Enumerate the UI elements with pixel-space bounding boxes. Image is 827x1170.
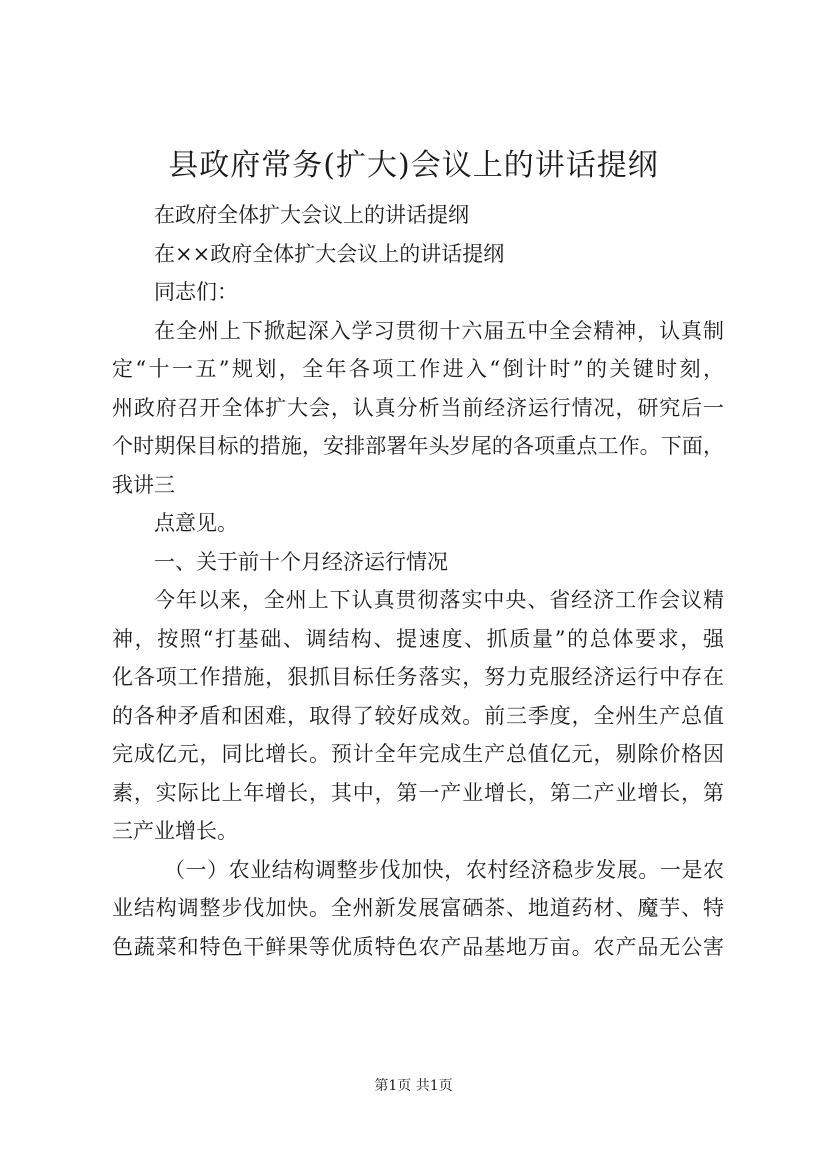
paragraph-line: 今年以来，全州上下认真贯彻落实中央、省经济工作会议精 <box>154 588 724 612</box>
salutation: 同志们： <box>154 280 238 304</box>
paragraph-line: 个时期保目标的措施，安排部署年头岁尾的各项重点工作。下面， <box>112 434 724 458</box>
paragraph-line: 的各种矛盾和困难，取得了较好成效。前三季度，全州生产总值 <box>112 703 724 728</box>
paragraph-line: 定“十一五”规划，全年各项工作进入“倒计时”的关键时刻， <box>112 357 724 381</box>
paragraph-line: 素，实际比上年增长，其中，第一产业增长，第二产业增长，第 <box>112 780 724 805</box>
heading-line: 在××政府全体扩大会议上的讲话提纲 <box>154 241 505 266</box>
paragraph-line: 神，按照“打基础、调结构、提速度、抓质量”的总体要求，强 <box>112 626 724 651</box>
heading-line: 在政府全体扩大会议上的讲话提纲 <box>154 203 469 227</box>
paragraph-line: 点意见。 <box>154 511 238 535</box>
section-heading: 一、关于前十个月经济运行情况 <box>154 549 448 574</box>
paragraph-line: 三产业增长。 <box>112 819 238 843</box>
document-title: 县政府常务(扩大)会议上的讲话提纲 <box>168 148 659 183</box>
paragraph-line: 化各项工作措施，狠抓目标任务落实，努力克服经济运行中存在 <box>112 665 724 689</box>
paragraph-line: 业结构调整步伐加快。全州新发展富硒茶、地道药材、魔芋、特 <box>112 896 724 920</box>
document-body <box>112 196 724 966</box>
paragraph-line: 在全州上下掀起深入学习贯彻十六届五中全会精神，认真制 <box>154 318 724 343</box>
paragraph-line: 我讲三 <box>112 472 175 497</box>
paragraph-line: 完成亿元，同比增长。预计全年完成生产总值亿元，剔除价格因 <box>112 742 724 766</box>
page-footer: 第1页 共1页 <box>374 1078 453 1094</box>
paragraph-line: 州政府召开全体扩大会，认真分析当前经济运行情况，研究后一 <box>112 395 724 420</box>
subsection-line: （一）农业结构调整步伐加快，农村经济稳步发展。一是农 <box>164 857 724 882</box>
paragraph-line: 色蔬菜和特色干鲜果等优质特色农产品基地万亩。农产品无公害 <box>112 934 724 959</box>
